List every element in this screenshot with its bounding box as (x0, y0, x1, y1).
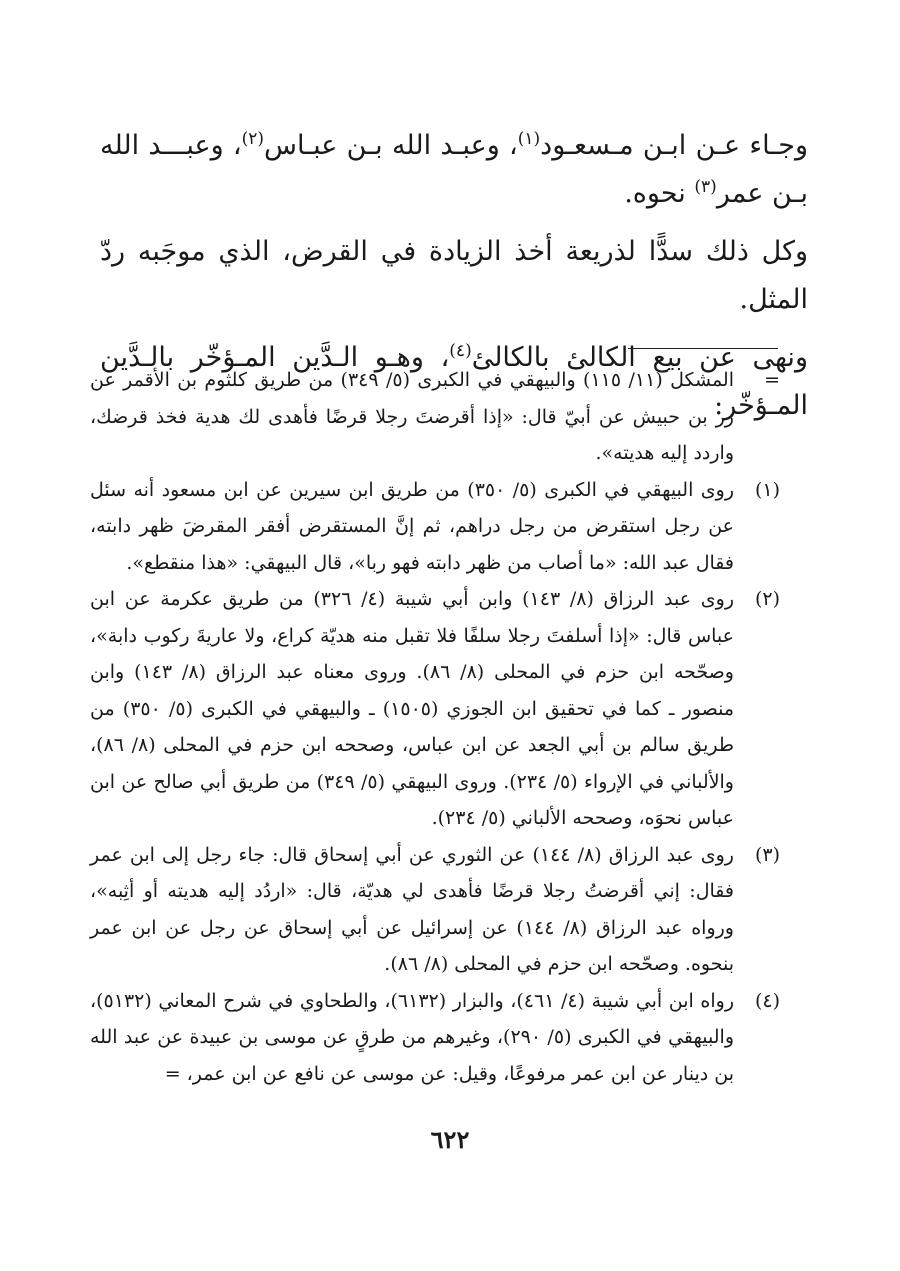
continuation-mark: = (764, 369, 780, 391)
footnote-ref-1[interactable]: (١) (517, 129, 541, 149)
main-paragraph-3: ونهى عن بيع الكالئ بالكالئ$^{(٤)}$، وهـو الـدَّين المـؤخّر بالـدَّين المـؤخّر: (100, 341, 808, 421)
footnote-2 (90, 581, 780, 837)
footnote-text: رواه ابن أبي شيبة (٤/ ٤٦١)، والبزار (٦١٣٢)، والطحاوي في شرح المعاني (٥١٣٢)، والبيهقي في الكبرى (٥/ ٢٩٠)، وغيرهم من طرقٍ عن موسى بن عبيدة عن عبد الله بن دينار عن ابن عمر مرفوعًا، وقيل: عن موسى عن نافع عن ابن عمر، (90, 989, 735, 1085)
continues-mark: = (164, 1062, 181, 1085)
footnote-ref-3[interactable]: (٣) (694, 177, 717, 197)
footnotes (90, 362, 780, 1092)
footnote-text: روى البيهقي في الكبرى (٥/ ٣٥٠) من طريق ابن سيرين عن ابن مسعود أنه سئل عن رجل استقرض من رجل دراهم، ثم إنَّ المستقرض أفقر المقرضَ ظهر دابته، فقال عبد الله: «ما أصاب من ظهر دابته فهو ربا»، قال البيهقي: «هذا منقطع». (90, 478, 734, 574)
footnote-ref-4[interactable]: (٤) (449, 341, 472, 361)
page-number: ٦٢٢ (430, 1125, 470, 1154)
footnote-text: روى عبد الرزاق (٨/ ١٤٤) عن الثوري عن أبي إسحاق قال: جاء رجل إلى ابن عمر فقال: إني أقرضتُ رجلا قرضًا فأهدى لي هديّة، قال: «اردُد إليه هديته أو أثِبه»، ورواه عبد الرزاق (٨/ ١٤٤) عن إسرائيل عن أبي إسحاق عن رجل عن ابن عمر بنحوه. وصحّحه ابن حزم في المحلى (٨/ ٨٦). (90, 843, 734, 975)
footnote-3 (90, 837, 780, 983)
footnote-text: روى عبد الرزاق (٨/ ١٤٣) وابن أبي شيبة (٤/ ٣٢٦) من طريق عكرمة عن ابن عباس قال: «إذا أسلفتَ رجلا سلفًا فلا تقبل منه هديّة كراع، ولا عاريةَ ركوب دابة»، وصحّحه ابن حزم في المحلى (٨/ ٨٦). وروى معناه عبد الرزاق (٨/ ١٤٣) وابن منصور ـ كما في تحقيق ابن الجوزي (١٥٠٥) ـ والبيهقي في الكبرى (٥/ ٣٥٠) من طريق سالم بن أبي الجعد عن ابن عباس، وصححه ابن حزم في المحلى (٨/ ٨٦)، والألباني في الإرواء (٥/ ٢٣٤). وروى البيهقي (٥/ ٣٤٩) من طريق أبي صالح عن ابن عباس نحوَه، وصححه الألباني (٥/ ٢٣٤). (90, 588, 735, 829)
footnote-text: المشكل (١١/ ١١٥) والبيهقي في الكبرى (٥/ ٣٤٩) من طريق كلثوم بن الأقمر عن زر بن حبيش عن أبيّ قال: «إذا أقرضتَ رجلا قرضًا فأهدى لك هدية فخذ قرضك، واردد إليه هديته». (90, 369, 734, 464)
footnote-number: (١) (754, 478, 780, 501)
footnote-number: (٣) (754, 843, 780, 866)
footnote-1 (90, 472, 780, 582)
footnote-number: (٤) (754, 989, 780, 1012)
footnote-continuation (90, 362, 780, 472)
footnote-ref-2[interactable]: (٢) (241, 129, 265, 149)
footnote-4 (90, 983, 780, 1093)
main-paragraph-2: وكل ذلك سدًّا لذريعة أخذ الزيادة في القرض، الذي موجَبه ردّ المثل. (100, 236, 808, 315)
main-paragraph-1: وجـاء عـن ابـن مـسعـود$^{(١)}$، وعبـد الله بـن عبـاس$^{(٢)}$، وعبـــد الله بـن عمر$^{(٣)}$ نحوه. (100, 129, 808, 209)
footnote-number: (٢) (754, 588, 780, 610)
footnote-separator (628, 348, 778, 349)
